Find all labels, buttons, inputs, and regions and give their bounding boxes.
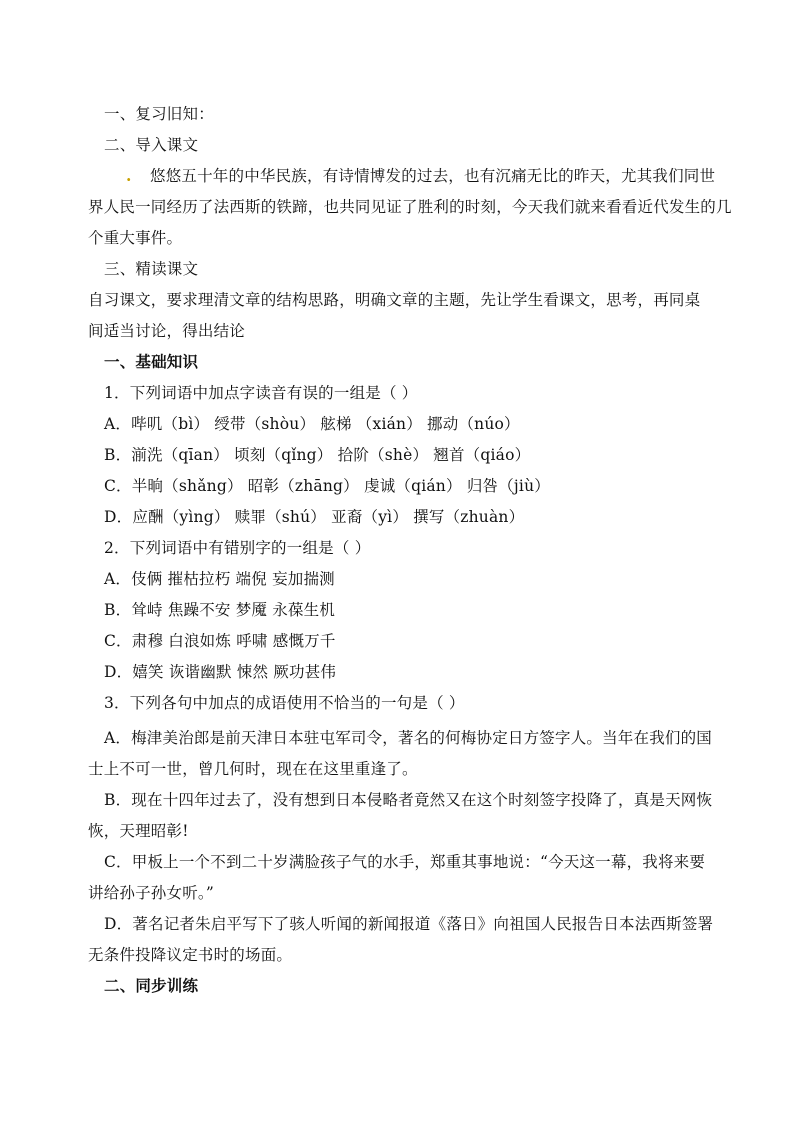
- section-intro-heading: 二、导入课文: [104, 136, 199, 154]
- question-3-stem: 3．下列各句中加点的成语使用不恰当的一句是（ ）: [104, 694, 465, 712]
- question-3-option-b-line-1: B．现在十四年过去了，没有想到日本侵略者竟然又在这个时刻签字投降了，真是天网恢: [104, 791, 713, 809]
- question-2-stem: 2．下列词语中有错别字的一组是（ ）: [104, 539, 371, 557]
- section-sync-training-heading: 二、同步训练: [104, 976, 199, 995]
- question-1-option-d: D．应酬（yìng） 赎罪（shú） 亚裔（yì） 撰写（zhuàn）: [104, 508, 525, 526]
- question-1-option-c: C．半晌（shǎng） 昭彰（zhāng） 虔诚（qián） 归咎（jiù）: [104, 477, 550, 495]
- question-2-option-d: D．嬉笑 诙谐幽默 悚然 厥功甚伟: [104, 663, 337, 681]
- question-2-option-a: A．伎俩 摧枯拉朽 端倪 妄加揣测: [104, 570, 335, 588]
- question-3-option-b-line-2: 恢，天理昭彰!: [88, 822, 189, 840]
- question-3-option-d-line-2: 无条件投降议定书时的场面。: [88, 946, 293, 964]
- intro-dot-marker: .: [126, 166, 132, 185]
- question-1-stem: 1．下列词语中加点字读音有误的一组是（ ）: [104, 384, 418, 402]
- question-2-option-c: C．肃穆 白浪如炼 呼啸 感慨万千: [104, 632, 336, 650]
- question-3-option-d-line-1: D．著名记者朱启平写下了骇人听闻的新闻报道《落日》向祖国人民报告日本法西斯签署: [104, 915, 714, 933]
- question-3-option-a-line-1: A．梅津美治郎是前天津日本驻屯军司令，著名的何梅协定日方签字人。当年在我们的国: [104, 729, 712, 747]
- section-basic-knowledge-heading: 一、基础知识: [104, 352, 199, 371]
- question-3-option-a-line-2: 士上不可一世，曾几何时，现在在这里重逢了。: [88, 760, 418, 778]
- question-3-option-c-line-2: 讲给孙子孙女听。”: [88, 884, 214, 902]
- question-3-option-c-line-1: C．甲板上一个不到二十岁满脸孩子气的水手，郑重其事地说：“今天这一幕，我将来要: [104, 853, 706, 871]
- close-reading-line-1: 自习课文，要求理清文章的结构思路，明确文章的主题，先让学生看课文，思考，再同桌: [88, 291, 701, 309]
- question-1-option-a: A．哔叽（bì） 绶带（shòu） 舷梯 （xián） 挪动（núo）: [104, 415, 520, 433]
- intro-paragraph-line-2: 界人民一同经历了法西斯的铁蹄，也共同见证了胜利的时刻，今天我们就来看看近代发生的几: [88, 198, 732, 216]
- question-2-option-b: B．耸峙 焦躁不安 梦魇 永葆生机: [104, 601, 336, 619]
- intro-paragraph-line-3: 个重大事件。: [88, 229, 183, 247]
- section-close-reading-heading: 三、精读课文: [104, 260, 199, 278]
- intro-paragraph-line-1: 悠悠五十年的中华民族，有诗情博发的过去，也有沉痛无比的昨天，尤其我们同世: [150, 167, 716, 185]
- section-review-heading: 一、复习旧知：: [104, 105, 214, 123]
- close-reading-line-2: 间适当讨论，得出结论: [88, 322, 246, 340]
- question-1-option-b: B．湔洗（qīan） 顷刻（qǐng） 拾阶（shè） 翘首（qiáo）: [104, 446, 531, 464]
